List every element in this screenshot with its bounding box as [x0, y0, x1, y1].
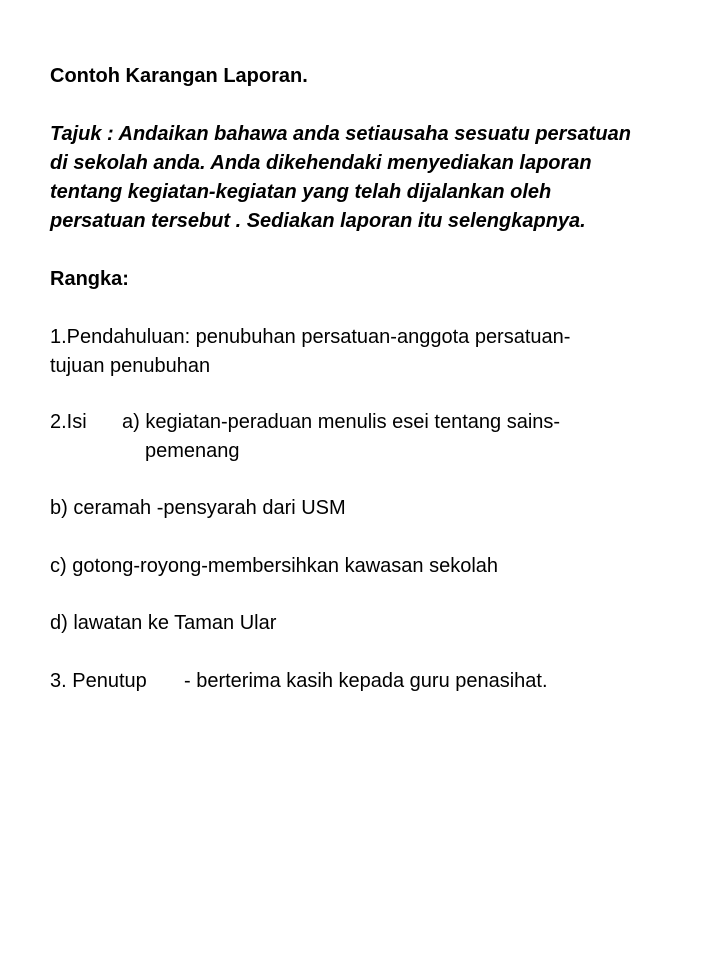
isi-b: b) ceramah -pensyarah dari USM	[50, 497, 346, 519]
tajuk-line-2: di sekolah anda. Anda dikehendaki menyediakan laporan	[50, 152, 592, 174]
penutup-label: 3. Penutup	[50, 670, 147, 692]
document-heading: Contoh Karangan Laporan.	[50, 65, 308, 87]
tajuk-line-4: persatuan tersebut . Sediakan laporan itu selengkapnya.	[50, 210, 586, 232]
isi-c: c) gotong-royong-membersihkan kawasan sekolah	[50, 555, 499, 577]
isi-a-line-1: a) kegiatan-peraduan menulis esei tentang sains-	[122, 411, 561, 433]
isi-a-line-2: pemenang	[145, 440, 240, 462]
tajuk-paragraph	[50, 120, 631, 236]
outline-pendahuluan	[50, 323, 570, 381]
pendahuluan-line-2: tujuan penubuhan	[50, 355, 211, 377]
tajuk-line-3: tentang kegiatan-kegiatan yang telah dijalankan oleh	[50, 181, 552, 203]
outline-penutup	[50, 667, 548, 696]
pendahuluan-line-1: 1.Pendahuluan: penubuhan persatuan-anggota persatuan-	[50, 326, 571, 348]
isi-first-line	[50, 408, 560, 437]
isi-d: d) lawatan ke Taman Ular	[50, 612, 277, 634]
tajuk-line-1: Tajuk : Andaikan bahawa anda setiausaha sesuatu persatuan	[50, 123, 631, 145]
isi-label: 2.Isi	[50, 411, 87, 433]
penutup-text: - berterima kasih kepada guru penasihat.	[184, 670, 548, 692]
outline-isi	[50, 408, 560, 466]
rangka-label: Rangka:	[50, 268, 129, 290]
